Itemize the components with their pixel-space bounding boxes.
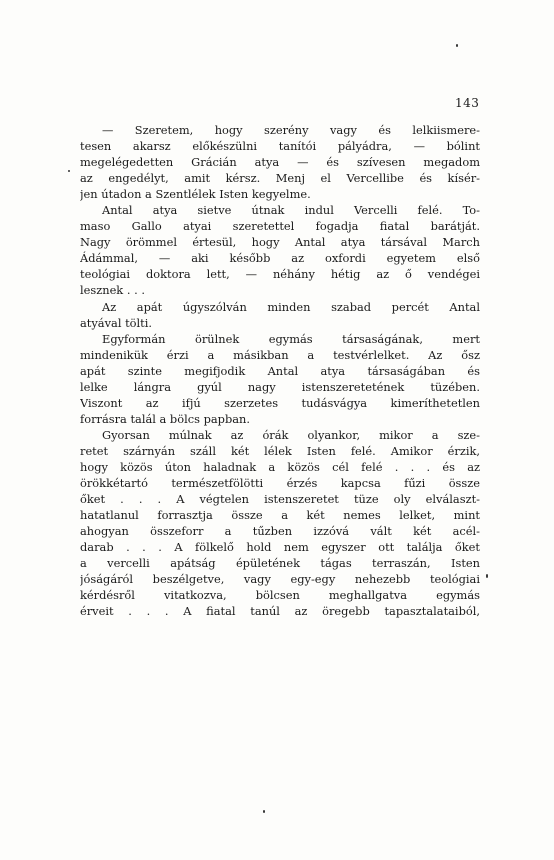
text-line: teológiai doktora lett, — néhány hétig az ő vendégei (80, 267, 480, 282)
text-line: Ádámmal, — aki később az oxfordi egyetem első (80, 251, 480, 266)
text-line: megelégedetten Grácián atya — és szívesen megadom (80, 155, 480, 170)
text-line: az engedélyt, amit kérsz. Menj el Vercellibe és kísér- (80, 171, 480, 186)
text-line: érveit . . . A fiatal tanúl az öregebb tapasztalataiból, (80, 604, 480, 619)
paper-speck (486, 574, 488, 578)
text-line: a vercelli apátság épületének tágas terraszán, Isten (80, 556, 480, 571)
text-line: maso Gallo atyai szeretettel fogadja fiatal barátját. (80, 219, 480, 234)
paper-speck (263, 810, 265, 813)
text-line: lelke lángra gyúl nagy istenszeretetének tüzében. (80, 379, 480, 394)
text-line: hatatlanul forrasztja össze a két nemes lelket, mint (80, 508, 480, 523)
text-line: retet szárnyán száll két lélek Isten felé. Amikor érzik, (80, 443, 480, 458)
text-line: Az apát úgyszólván minden szabad percét Antal (102, 299, 480, 314)
text-line: jen útadon a Szentlélek Isten kegyelme. (80, 187, 311, 202)
text-line: mindenikük érzi a másikban a testvérlelket. Az ősz (80, 347, 480, 362)
text-line: kérdésről vitatkozva, bölcsen meghallgatva egymás (80, 588, 480, 603)
text-line: Antal atya sietve útnak indul Vercelli felé. To- (102, 203, 480, 218)
text-line: Egyformán örülnek egymás társaságának, mert (102, 331, 480, 346)
body-text (80, 122, 480, 619)
text-line: darab . . . A fölkelő hold nem egyszer ott találja őket (80, 540, 480, 555)
page-number: 143 (455, 96, 480, 110)
text-line: Nagy örömmel értesül, hogy Antal atya társával March (80, 235, 480, 250)
text-line: örökkétartó természetfölötti érzés kapcsa fűzi össze (80, 476, 480, 491)
text-line: atyával tölti. (80, 315, 153, 330)
text-line: hogy közös úton haladnak a közös cél felé . . . és az (80, 459, 480, 474)
paper-speck (68, 170, 70, 172)
text-line: őket . . . A végtelen istenszeretet tüze oly elválaszt- (80, 492, 480, 507)
text-line: forrásra talál a bölcs papban. (80, 411, 250, 426)
paper-speck (456, 44, 458, 47)
text-line: Gyorsan múlnak az órák olyankor, mikor a sze- (102, 427, 480, 442)
text-line: Viszont az ifjú szerzetes tudásvágya kimeríthetetlen (80, 395, 480, 410)
text-line: jóságáról beszélgetve, vagy egy-egy nehezebb teológiai (80, 572, 480, 587)
text-line: ahogyan összeforr a tűzben izzóvá vált két acél- (80, 524, 480, 539)
text-line: tesen akarsz előkészülni tanítói pályádra, — bólint (80, 139, 480, 154)
text-line: apát szinte megifjodik Antal atya társaságában és (80, 363, 480, 378)
text-line: — Szeretem, hogy szerény vagy és lelkiismere- (102, 123, 480, 137)
text-line: lesznek . . . (80, 283, 145, 298)
